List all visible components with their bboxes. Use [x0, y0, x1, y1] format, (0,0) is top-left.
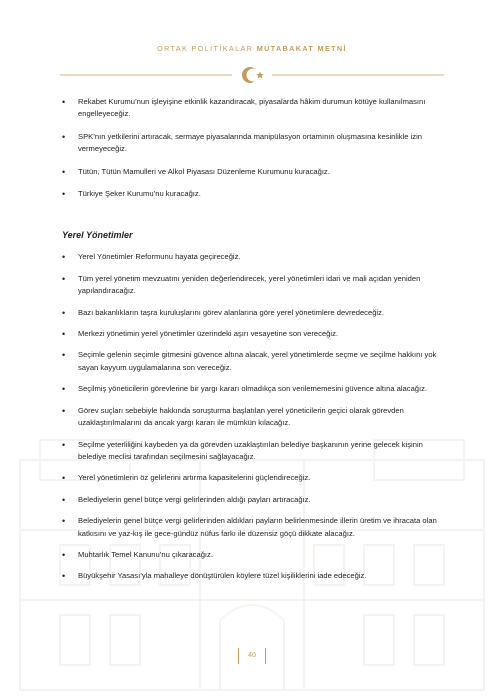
list-item: • Görev suçları sebebiyle hakkında soruşturma başlatılan yerel yöneticilerin geçici olarak görevden uzaklaştırılmalarını da ancak yargı kararı ile mümkün kılacağız. [62, 405, 440, 430]
list-item: • Yerel Yönetimler Reformunu hayata geçireceğiz. [62, 251, 440, 263]
list-item: • Yerel yönetimlerin öz gelirlerini artırma kapasitelerini güçlendireceğiz. [62, 472, 440, 484]
list-item: • Seçilme yeterliliğini kaybeden ya da görevden uzaklaştırılan belediye başkanının yerine gelecek kişinin belediye meclisi tarafından seçilmesini sağlayacağız. [62, 439, 440, 464]
list-item: • Bazı bakanlıkların taşra kuruluşlarını görev alanlarına göre yerel yönetimlere devredeceğiz. [62, 307, 440, 319]
list-item: • Seçimle gelenin seçimle gitmesini güvence altına alacak, yerel yönetimlerde seçme ve seçilme hakkını yok sayan kayyum uygulamalarına son vereceğiz. [62, 349, 440, 374]
top-bullet-list [62, 96, 440, 200]
list-item: • SPK’nın yetkilerini artıracak, sermaye piyasalarında manipülasyon ortamının oluşmasına kesinlikle izin vermeyeceğiz. [62, 131, 440, 156]
header-prefix: ORTAK POLİTİKALAR [157, 44, 257, 53]
list-item: • Belediyelerin genel bütçe vergi gelirlerinden aldığı payları artıracağız. [62, 494, 440, 506]
main-content [62, 96, 440, 583]
crescent-star-divider-icon [60, 64, 444, 86]
document-header [0, 44, 504, 53]
header-title: MUTABAKAT METNİ [256, 44, 347, 53]
section-title: Yerel Yönetimler [62, 230, 133, 241]
list-item: • Belediyelerin genel bütçe vergi gelirlerinden aldıkları payların belirlenmesinde illerin üretim ve ihracata olan katkısını ve yaz-kış ile gece-gündüz nüfus farkı ile düzensiz göçü dikkate alacağız. [62, 515, 440, 540]
list-item: • Türkiye Şeker Kurumu’nu kuracağız. [62, 188, 440, 200]
list-item: • Tüm yerel yönetim mevzuatını yeniden değerlendirecek, yerel yönetimleri idari ve mali açıdan yeniden yapılandıracağız. [62, 273, 440, 298]
list-item: • Rekabet Kurumu’nun işleyişine etkinlik kazandıracak, piyasalarda hâkim durumun kötüye kullanılmasını engelleyeceğiz. [62, 96, 440, 121]
list-item: • Merkezi yönetimin yerel yönetimler üzerindeki aşırı vesayetine son vereceğiz. [62, 328, 440, 340]
page-number: 40 [232, 646, 272, 666]
list-item: • Büyükşehir Yasası’yla mahalleye dönüştürülen köylere tüzel kişiliklerini iade edeceğiz. [62, 570, 440, 582]
list-item: • Muhtarlık Temel Kanunu’nu çıkaracağız. [62, 549, 440, 561]
list-item: • Seçilmiş yöneticilerin görevlerine bir yargı kararı olmadıkça son verilememesini güvence altına alacağız. [62, 383, 440, 395]
list-item: • Tütün, Tütün Mamulleri ve Alkol Piyasası Düzenleme Kurumunu kuracağız. [62, 166, 440, 178]
section-bullet-list [62, 251, 440, 582]
